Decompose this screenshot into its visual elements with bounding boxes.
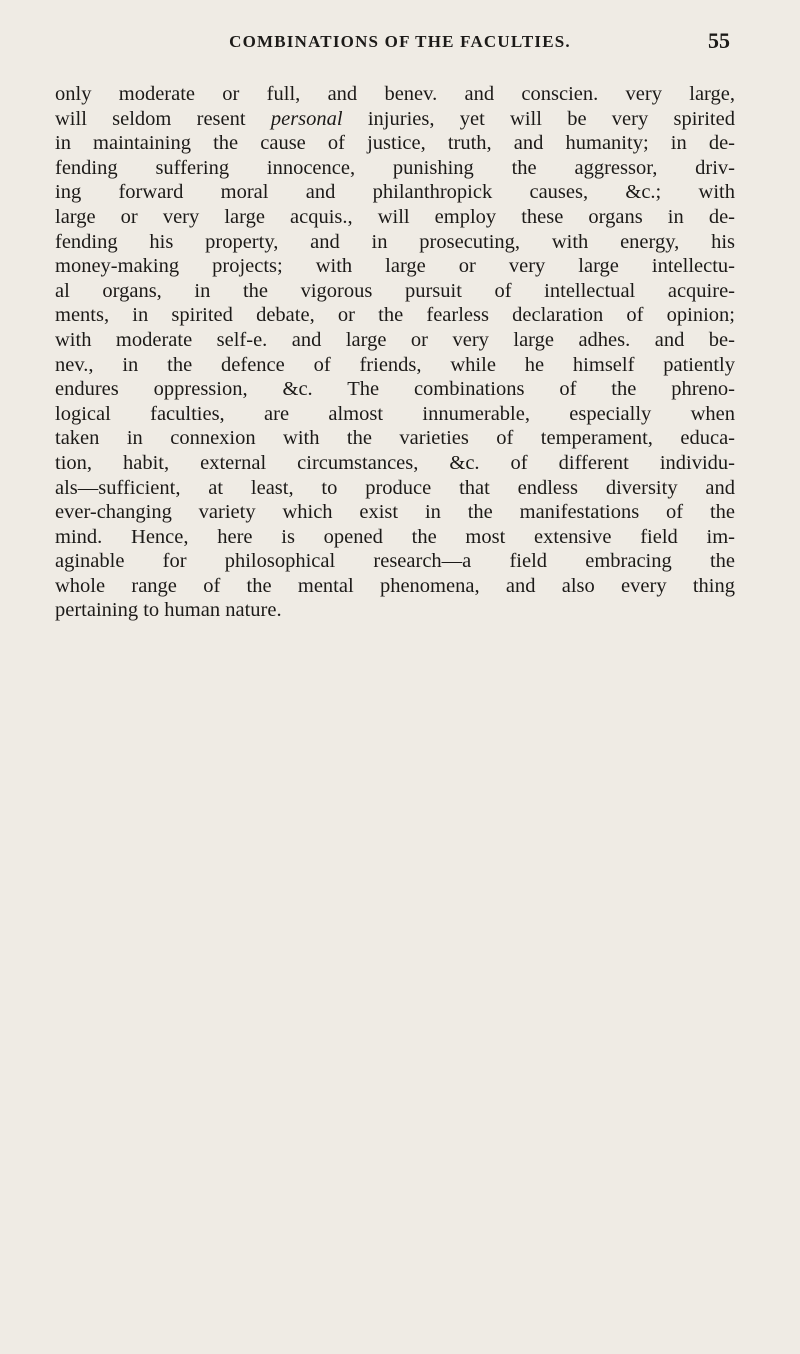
text-line: mind. Hence, here is opened the most extensive field im- <box>55 525 735 548</box>
text-line: endures oppression, &c. The combinations of the phreno- <box>55 378 735 401</box>
text-line: tion, habit, external circumstances, &c. of different individu- <box>55 451 735 474</box>
emphasized-word: personal <box>270 107 343 130</box>
text-line: with moderate self-e. and large or very large adhes. and be- <box>55 328 735 351</box>
text-line: only moderate or full, and benev. and conscien. very large, <box>55 83 735 105</box>
text-line: als—sufficient, at least, to produce that endless diversity and <box>55 476 735 499</box>
body-paragraph <box>55 82 735 623</box>
text-line: fending suffering innocence, punishing the aggressor, driv- <box>55 156 735 179</box>
text-segment: injuries, yet will be very spirited <box>342 107 735 130</box>
running-head: COMBINATIONS OF THE FACULTIES. <box>229 32 571 51</box>
text-line: ever-changing variety which exist in the manifestations of the <box>55 501 735 524</box>
text-line: ments, in spirited debate, or the fearless declaration of opinion; <box>55 304 735 327</box>
text-line: fending his property, and in prosecuting, with energy, his <box>55 230 735 253</box>
text-line: nev., in the defence of friends, while he himself patiently <box>55 353 735 376</box>
page-number: 55 <box>708 28 730 53</box>
text-line: money-making projects; with large or very large intellectu- <box>55 255 735 278</box>
text-line: logical faculties, are almost innumerable, especially when <box>55 402 735 425</box>
text-line: ing forward moral and philanthropick causes, &c.; with <box>55 181 735 204</box>
text-line <box>55 107 735 132</box>
text-line: large or very large acquis., will employ these organs in de- <box>55 205 735 228</box>
text-line: taken in connexion with the varieties of temperament, educa- <box>55 427 735 450</box>
text-segment: will seldom resent <box>55 107 271 130</box>
text-line: in maintaining the cause of justice, truth, and humanity; in de- <box>55 132 735 155</box>
text-line-last: pertaining to human nature. <box>55 599 282 622</box>
text-line: al organs, in the vigorous pursuit of intellectual acquire- <box>55 279 735 302</box>
text-line: whole range of the mental phenomena, and also every thing <box>55 574 735 597</box>
text-line: aginable for philosophical research—a field embracing the <box>55 550 735 573</box>
